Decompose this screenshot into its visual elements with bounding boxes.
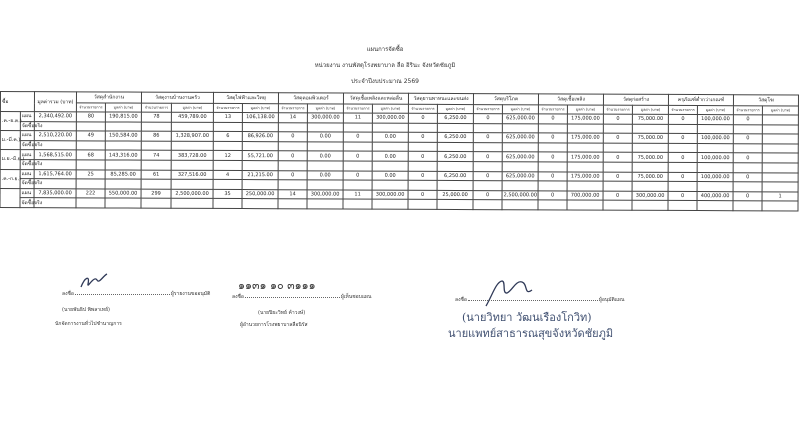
sub-header-qty: จำนวนรายการ xyxy=(76,103,105,112)
table-cell-empty xyxy=(141,160,171,170)
table-cell-empty xyxy=(437,181,473,191)
table-cell-empty xyxy=(307,142,343,152)
table-cell: 4 xyxy=(213,170,242,180)
sub-header-value: มูลค่า (บาท) xyxy=(105,103,141,112)
table-cell: 11 xyxy=(343,113,372,123)
table-cell-empty xyxy=(372,123,408,133)
table-cell-empty xyxy=(408,200,437,210)
table-cell-empty xyxy=(242,180,278,190)
table-cell-empty xyxy=(437,161,473,171)
table-cell: 100,000.00 xyxy=(697,134,733,144)
table-cell: 0 xyxy=(538,152,567,162)
table-cell: 0 xyxy=(408,113,437,123)
table-cell-empty xyxy=(473,162,502,172)
table-cell-empty xyxy=(343,123,372,133)
table-cell-empty xyxy=(632,143,668,153)
table-cell-empty xyxy=(733,201,762,211)
doc-title: แผนการจัดซื้อ xyxy=(366,46,404,53)
table-cell-empty xyxy=(567,162,603,172)
row-type-actual: จัดซื้อจริง xyxy=(21,199,43,206)
table-cell: 25,000.00 xyxy=(437,190,473,200)
table-cell-empty xyxy=(242,161,278,171)
table-cell: 0 xyxy=(538,191,567,201)
table-cell: 0 xyxy=(538,171,567,181)
table-cell-empty xyxy=(141,198,171,208)
table-cell: 75,000.00 xyxy=(632,153,668,163)
table-cell-empty xyxy=(473,123,502,133)
table-cell: 0 xyxy=(668,191,697,201)
table-cell-empty xyxy=(307,161,343,171)
table-cell: 0 xyxy=(603,172,632,182)
table-cell: 21,215.00 xyxy=(242,170,278,180)
table-cell: 13 xyxy=(213,112,242,122)
table-cell: 0 xyxy=(408,171,437,181)
table-cell-empty xyxy=(213,141,242,151)
table-cell: 86 xyxy=(141,131,171,141)
table-cell: 0.00 xyxy=(307,170,343,180)
table-cell-empty xyxy=(603,124,632,134)
table-cell-empty xyxy=(762,144,798,154)
row-type-actual: จัดซื้อจริง xyxy=(21,161,43,168)
row-period-label xyxy=(0,188,20,207)
sub-header-qty: จำนวนรายการ xyxy=(213,103,242,112)
sub-header-qty: จำนวนรายการ xyxy=(538,105,567,114)
row-type-actual: จัดซื้อจริง xyxy=(21,180,43,187)
col-header-group: วัสดุคอมพิวเตอร์ xyxy=(278,93,343,104)
table-cell: 0 xyxy=(278,151,307,161)
table-cell-empty xyxy=(668,182,697,192)
table-cell: 35 xyxy=(213,189,242,199)
sub-header-qty: จำนวนรายการ xyxy=(603,105,632,114)
table-cell-empty xyxy=(141,141,171,151)
table-cell-empty xyxy=(343,142,372,152)
table-cell-empty xyxy=(603,200,632,210)
table-cell-empty xyxy=(567,181,603,191)
table-cell-empty xyxy=(372,161,408,171)
sub-header-value: มูลค่า (บาท) xyxy=(372,104,408,113)
table-cell-empty xyxy=(278,141,307,151)
table-cell-empty xyxy=(278,161,307,171)
col-header-group: วัสดุโฆ xyxy=(734,95,799,106)
table-cell-empty xyxy=(76,198,105,208)
table-cell-empty xyxy=(278,122,307,132)
table-cell: 0 xyxy=(668,114,697,124)
sub-header-qty: จำนวนรายการ xyxy=(473,105,502,114)
table-cell: 55,721.00 xyxy=(242,151,278,161)
table-cell-empty xyxy=(105,160,141,170)
table-cell: 1 xyxy=(762,192,798,202)
table-cell-empty xyxy=(632,201,668,211)
table-cell: 550,000.00 xyxy=(105,189,141,199)
table-cell xyxy=(762,172,798,182)
signature-1-suffix: ผู้รายงานขออนุมัติ xyxy=(170,291,211,297)
col-header-group: วัสดุบริโภค xyxy=(474,94,539,105)
table-cell-empty xyxy=(372,142,408,152)
table-cell: 0.00 xyxy=(372,151,408,161)
table-cell: 250,000.00 xyxy=(242,189,278,199)
table-cell-empty xyxy=(105,122,141,132)
table-cell: 74 xyxy=(141,150,171,160)
table-cell-empty xyxy=(408,161,437,171)
table-cell: 75,000.00 xyxy=(632,133,668,143)
table-cell-empty xyxy=(105,198,141,208)
table-cell: 175,000.00 xyxy=(567,172,603,182)
table-cell-empty xyxy=(473,142,502,152)
row-period-label: .ค.-ก.ย.) xyxy=(0,169,20,188)
table-cell-empty xyxy=(668,124,697,134)
col-header-group: วัสดุงานบ้านงานครัว xyxy=(141,92,213,103)
table-cell: 49 xyxy=(76,131,105,141)
table-cell: 0 xyxy=(733,134,762,144)
table-cell-empty xyxy=(733,163,762,173)
table-cell-empty xyxy=(762,163,798,173)
table-cell: 0.00 xyxy=(307,132,343,142)
table-cell: 0 xyxy=(603,153,632,163)
row-type-plan: แผน xyxy=(20,169,34,179)
sub-header-value: มูลค่า (บาท) xyxy=(171,103,213,112)
table-cell: 0.00 xyxy=(307,151,343,161)
table-cell: 106,138.00 xyxy=(242,113,278,123)
table-cell: 0 xyxy=(733,191,762,201)
table-cell: 459,789.00 xyxy=(171,112,213,122)
table-cell: 6,250.00 xyxy=(437,152,473,162)
table-cell: 0 xyxy=(473,152,502,162)
doc-department: หน่วยงาน งานพัสดุโรงพยาบาล ลือ อิรินะ จังหวัดชัยภูมิ xyxy=(314,62,456,69)
table-cell-empty xyxy=(697,182,733,192)
sub-header-value: มูลค่า (บาท) xyxy=(502,105,538,114)
table-cell-empty xyxy=(141,179,171,189)
table-cell-empty xyxy=(538,162,567,172)
table-cell: 0 xyxy=(408,190,437,200)
table-cell xyxy=(762,115,798,125)
table-cell: 0 xyxy=(538,114,567,124)
table-cell: 0 xyxy=(278,170,307,180)
table-cell-empty xyxy=(668,201,697,211)
table-cell: 0 xyxy=(343,132,372,142)
col-header-group: วัสดุเชื้อเพลิงและหล่อลื่น xyxy=(343,93,408,104)
table-cell-empty xyxy=(567,200,603,210)
table-cell: 0 xyxy=(603,114,632,124)
table-cell: 625,000.00 xyxy=(502,133,538,143)
table-cell-empty xyxy=(171,179,213,189)
sub-header-qty: จำนวนรายการ xyxy=(278,104,307,113)
sub-header-value: มูลค่า (บาท) xyxy=(307,104,343,113)
row-period-label: .ค.-ธ.ค.) xyxy=(0,112,20,131)
table-cell: 300,000.00 xyxy=(307,190,343,200)
table-cell: 6 xyxy=(213,132,242,142)
table-cell-empty xyxy=(538,143,567,153)
table-cell: 0 xyxy=(733,172,762,182)
table-cell: 2,500,000.00 xyxy=(503,192,538,199)
sub-header-value: มูลค่า (บาท) xyxy=(632,105,668,114)
table-cell: 25 xyxy=(76,169,105,179)
signature-3-name: (นายวิทยา วัฒนเรืองโกวิท) xyxy=(462,311,592,324)
row-total-cell: 2,340,492.00 xyxy=(34,112,76,122)
table-cell-empty xyxy=(343,199,372,209)
row-total-cell: 1,568,515.00 xyxy=(34,150,76,160)
col-header-group: วัสดุไฟฟ้าและวิทยุ xyxy=(213,92,278,103)
table-cell-empty xyxy=(76,179,105,189)
row-period-label: ม.ย.-มิ.ย.) xyxy=(0,150,20,169)
table-cell: 0 xyxy=(343,151,372,161)
sub-header-qty: จำนวนรายการ xyxy=(733,106,762,115)
table-cell: 327,516.00 xyxy=(171,170,213,180)
table-cell-empty xyxy=(343,161,372,171)
table-cell: 300,000.00 xyxy=(307,113,343,123)
signature-line-1 xyxy=(62,290,210,298)
row-type-plan: แผน xyxy=(20,131,34,141)
table-cell-empty xyxy=(372,199,408,209)
signature-2-suffix: ผู้เห็นชอบแผน xyxy=(340,294,372,300)
signature-1-name: (นายพันธิป พิพลาเทย์) xyxy=(62,307,110,313)
row-period-label: ม.-มี.ค.) xyxy=(0,131,20,150)
table-cell-empty xyxy=(278,180,307,190)
table-cell-empty xyxy=(502,162,538,172)
table-cell-empty xyxy=(632,124,668,134)
table-cell-empty xyxy=(171,141,213,151)
table-cell-empty xyxy=(171,122,213,132)
table-cell-empty xyxy=(242,122,278,132)
table-cell: 0 xyxy=(603,133,632,143)
table-cell: 0 xyxy=(343,171,372,181)
table-cell-empty xyxy=(762,124,798,134)
stamp-handwriting: ๑๑๓๑ ๑๐ ๓๑๑๑ xyxy=(238,279,316,292)
table-cell-empty xyxy=(408,142,437,152)
table-cell: 0 xyxy=(668,134,697,144)
table-cell: 625,000.00 xyxy=(502,114,538,124)
table-cell-empty xyxy=(307,180,343,190)
table-cell: 300,000.00 xyxy=(632,191,668,201)
table-cell: 143,316.00 xyxy=(105,150,141,160)
table-cell: 222 xyxy=(76,189,105,199)
sub-header-value: มูลค่า (บาท) xyxy=(242,104,278,113)
col-header-period: ซื้อ xyxy=(0,92,34,112)
table-cell-empty xyxy=(213,122,242,132)
table-cell-empty xyxy=(242,141,278,151)
sub-header-qty: จำนวนรายการ xyxy=(141,103,171,112)
table-cell-empty xyxy=(278,199,307,209)
table-cell: 700,000.00 xyxy=(567,191,603,201)
signature-1-prefix: ลงชื่อ xyxy=(62,291,74,297)
table-cell: 78 xyxy=(141,112,171,122)
row-type-actual: จัดซื้อจริง xyxy=(21,122,43,130)
table-cell: 86,926.00 xyxy=(242,132,278,142)
table-cell: 75,000.00 xyxy=(632,114,668,124)
sub-header-value: มูลค่า (บาท) xyxy=(437,104,473,113)
table-cell: 0 xyxy=(733,115,762,125)
signature-3-suffix: ผู้อนุมัติแผน xyxy=(598,297,625,303)
col-header-group: ครุภัณฑ์ต่ำกว่าเกณฑ์ xyxy=(669,94,734,105)
table-cell: 11 xyxy=(343,190,372,200)
signature-1-title: นักจัดการงานทั่วไปชำนาญการ xyxy=(55,321,122,327)
table-cell-empty xyxy=(733,182,762,192)
table-cell: 0 xyxy=(408,132,437,142)
table-cell: 100,000.00 xyxy=(697,172,733,182)
signature-line-3 xyxy=(455,296,624,304)
signature-3-title: นายแพทย์สาธารณสุขจังหวัดชัยภูมิ xyxy=(448,327,614,340)
table-cell: 2,500,000.00 xyxy=(171,189,213,199)
table-cell-empty xyxy=(171,199,213,209)
table-cell: 80 xyxy=(76,112,105,122)
table-cell: 1,328,907.00 xyxy=(171,131,213,141)
table-cell-empty xyxy=(307,122,343,132)
table-cell-empty xyxy=(502,142,538,152)
col-header-group: วัสดุเชื้อเพลิง xyxy=(539,94,604,105)
table-cell-empty xyxy=(76,121,105,131)
table-cell-empty xyxy=(538,200,567,210)
table-cell-empty xyxy=(502,123,538,133)
table-cell-empty xyxy=(408,180,437,190)
table-cell-empty xyxy=(567,124,603,134)
table-cell-empty xyxy=(76,141,105,151)
table-cell: 6,250.00 xyxy=(437,113,473,123)
table-cell: 0 xyxy=(473,133,502,143)
table-cell-empty xyxy=(603,181,632,191)
sub-header-value: มูลค่า (บาท) xyxy=(762,106,798,115)
table-cell-empty xyxy=(733,143,762,153)
sub-header-qty: จำนวนรายการ xyxy=(668,105,697,114)
table-cell-empty xyxy=(408,123,437,133)
table-cell: 0 xyxy=(668,153,697,163)
table-cell-empty xyxy=(762,182,798,192)
table-cell: 6,250.00 xyxy=(437,133,473,143)
table-cell: 299 xyxy=(141,189,171,199)
table-cell-empty xyxy=(733,124,762,134)
table-cell-empty xyxy=(307,199,343,209)
table-cell xyxy=(762,134,798,144)
row-type-plan: แผน xyxy=(20,112,34,122)
table-cell-empty xyxy=(697,201,733,211)
table-cell: 150,584.00 xyxy=(105,131,141,141)
row-total-cell: 2,510,220.00 xyxy=(34,131,76,141)
table-cell: 0.00 xyxy=(372,132,408,142)
procurement-plan-table xyxy=(0,91,799,211)
table-cell: 0 xyxy=(473,190,502,200)
col-header-total: มูลค่ารวม (บาท) xyxy=(34,92,76,112)
table-cell-empty xyxy=(141,122,171,132)
table-cell-empty xyxy=(697,124,733,134)
table-cell: 68 xyxy=(76,150,105,160)
table-cell-empty xyxy=(76,160,105,170)
table-cell: 190,815.00 xyxy=(105,112,141,122)
table-cell-empty xyxy=(502,181,538,191)
row-type-actual: จัดซื้อจริง xyxy=(21,142,43,149)
signature-scribble-3 xyxy=(482,276,534,312)
sub-header-qty: จำนวนรายการ xyxy=(408,104,437,113)
table-cell: 175,000.00 xyxy=(567,133,603,143)
table-cell: 14 xyxy=(278,113,307,123)
signature-2-title: ผู้อำนวยการโรงพยาบาลลือนิรัส xyxy=(240,322,308,328)
table-cell: 400,000.00 xyxy=(697,191,733,201)
table-cell-empty xyxy=(668,143,697,153)
table-cell: 625,000.00 xyxy=(502,171,538,181)
table-cell: 0 xyxy=(408,152,437,162)
table-cell-empty xyxy=(437,142,473,152)
table-cell-empty xyxy=(213,180,242,190)
table-cell-empty xyxy=(697,143,733,153)
signature-3-prefix: ลงชื่อ xyxy=(455,297,467,303)
doc-fiscal-year: ประจำปีงบประมาณ 2569 xyxy=(350,78,419,85)
signature-line-2 xyxy=(232,293,371,301)
table-cell: 175,000.00 xyxy=(567,114,603,124)
table-cell: 14 xyxy=(278,189,307,199)
table-cell: 0 xyxy=(668,172,697,182)
table-cell-empty xyxy=(603,143,632,153)
table-cell: 6,250.00 xyxy=(437,171,473,181)
table-cell: 0 xyxy=(733,153,762,163)
table-cell-empty xyxy=(437,200,473,210)
table-cell-empty xyxy=(567,143,603,153)
table-cell-empty xyxy=(632,162,668,172)
table-cell: 383,728.00 xyxy=(171,151,213,161)
table-cell-empty xyxy=(603,162,632,172)
table-cell-empty xyxy=(502,200,538,210)
table-cell: 300,000.00 xyxy=(372,190,408,200)
table-cell-empty xyxy=(105,141,141,151)
table-cell-empty xyxy=(668,162,697,172)
table-cell: 0 xyxy=(473,171,502,181)
table-cell: 175,000.00 xyxy=(567,152,603,162)
table-cell: 0 xyxy=(473,114,502,124)
table-cell: 300,000.00 xyxy=(372,113,408,123)
row-total-cell: 7,835,000.00 xyxy=(34,188,76,198)
table-cell-empty xyxy=(372,180,408,190)
table-cell-empty xyxy=(213,160,242,170)
table-cell xyxy=(762,153,798,163)
table-cell-empty xyxy=(473,181,502,191)
table-cell-empty xyxy=(632,181,668,191)
table-cell: 0.00 xyxy=(372,171,408,181)
row-total-cell: 1,615,764.00 xyxy=(34,169,76,179)
table-cell-empty xyxy=(105,179,141,189)
table-cell: 61 xyxy=(141,170,171,180)
col-header-group: วัสดุสำนักงาน xyxy=(76,92,141,103)
col-header-group: วัสดุยานพาหนะและขนส่ง xyxy=(408,93,473,104)
table-cell-empty xyxy=(762,201,798,211)
table-cell: 100,000.00 xyxy=(697,115,733,125)
table-cell-empty xyxy=(697,163,733,173)
sub-header-value: มูลค่า (บาท) xyxy=(697,106,733,115)
table-cell-empty xyxy=(538,181,567,191)
table-cell: 0 xyxy=(603,191,632,201)
row-type-plan: แผน xyxy=(20,150,34,160)
table-cell-empty xyxy=(242,199,278,209)
signature-2-name: (นายปิยะวิทย์ ค้าวงษ์) xyxy=(258,310,306,316)
table-cell-empty xyxy=(538,123,567,133)
table-cell-empty xyxy=(171,160,213,170)
table-cell: 12 xyxy=(213,151,242,161)
table-cell-empty xyxy=(343,180,372,190)
sub-header-value: มูลค่า (บาท) xyxy=(567,105,603,114)
table-cell: 85,285.00 xyxy=(105,170,141,180)
table-cell: 0 xyxy=(538,133,567,143)
table-cell: 75,000.00 xyxy=(632,172,668,182)
table-cell: 0 xyxy=(278,132,307,142)
sub-header-qty: จำนวนรายการ xyxy=(343,104,372,113)
signature-2-prefix: ลงชื่อ xyxy=(232,294,244,300)
table-cell-empty xyxy=(437,123,473,133)
table-cell: 625,000.00 xyxy=(502,152,538,162)
table-cell-empty xyxy=(473,200,502,210)
col-header-group: วัสดุก่อสร้าง xyxy=(604,94,669,105)
table-cell: 100,000.00 xyxy=(697,153,733,163)
row-type-plan: แผน xyxy=(20,188,34,198)
table-cell-empty xyxy=(213,199,242,209)
